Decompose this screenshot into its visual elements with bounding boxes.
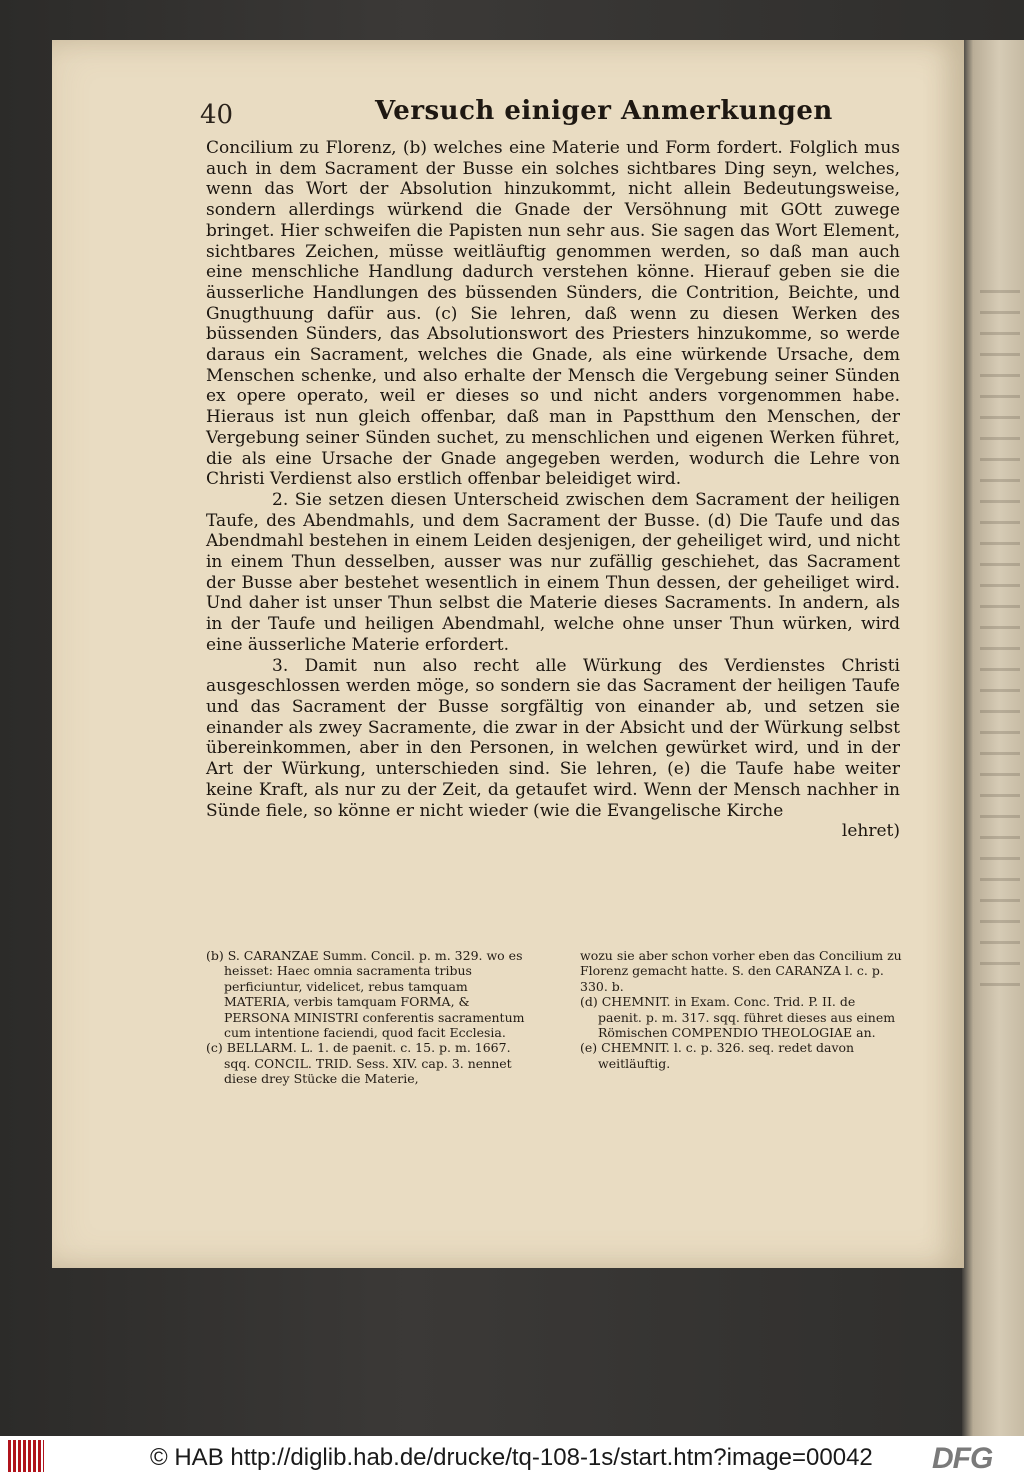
adjacent-page-edge [962, 40, 1024, 1436]
footnotes-right-column [580, 948, 902, 1071]
page-number: 40 [200, 100, 234, 130]
footnote-b: (b) S. CARANZAE Summ. Concil. p. m. 329. wo es heisset: Haec omnia sacramenta tribus perficiuntur, videlicet, rebus tamquam MATERIA, verbis tamquam FORMA, & PERSONA MINISTRI conferentis sacramentum cum intentione faciendi, quod facit Ecclesia. [206, 948, 525, 1041]
footnote-c-continued: wozu sie aber schon vorher eben das Concilium zu Florenz gemacht hatte. S. den CARANZA l. c. p. 330. b. [580, 948, 902, 994]
paragraph-3-end: lehret) [841, 821, 900, 842]
footnote-d: (d) CHEMNIT. in Exam. Conc. Trid. P. II. de paenit. p. m. 317. sqq. führet dieses aus einem Römischen COMPENDIO THEOLOGIAE an. [580, 994, 896, 1041]
dfg-logo: DFG [932, 1442, 993, 1475]
footnotes-left-column [206, 948, 528, 1087]
footnote-e: (e) CHEMNIT. l. c. p. 326. seq. redet davon weitläuftig. [580, 1040, 855, 1071]
paragraph-1: Concilium zu Florenz, (b) welches eine Materie und Form fordert. Folglich mus auch in dem Sacrament der Busse ein solches sichtbares Ding seyn, welches, wenn das Wort der Absolution hinzukommt, nicht allein Bedeutungsweise, sondern allerdings würkend die Gnade der Versöhnung mit GOtt zuwege bringet. Hier schweifen die Papisten nun sehr aus. Sie sagen das Wort Element, sichtbares Zeichen, müsse weitläuftig genommen werden, so daß man auch eine menschliche Handlung dadurch verstehen könne. Hierauf geben sie die äusserliche Handlungen des büssenden Sünders, die Contrition, Beichte, und Gnugthuung dafür aus. (c) Sie lehren, daß wenn zu diesen Werken des büssenden Sünders, das Absolutionswort des Priesters hinzukomme, so werde daraus ein Sacrament, welches die Gnade, als eine würkende Ursache, dem Menschen schenke, und also erhalte der Mensch die Vergebung seiner Sünden ex opere operato, weil er dieses so und nicht anders vorgenommen habe. Hieraus ist nun gleich offenbar, daß man in Papstthum den Menschen, der Vergebung seiner Sünden suchet, zu menschlichen und eigenen Werken führet, die als eine Ursache der Gnade angegeben werden, wodurch die Lehre von Christi Verdienst also erstlich offenbar beleidiget wird. [206, 138, 900, 490]
page-header [200, 92, 900, 132]
paragraph-3: 3. Damit nun also recht alle Würkung des Verdienstes Christi ausgeschlossen werden möge, so sondern sie das Sacrament der heiligen Taufe und das Sacrament der Busse sorgfältig von einander ab, und setzen sie einander als zwey Sacramente, die zwar in der Absicht und der Würkung selbst übereinkommen, aber in den Personen, in welchen gewürket wird, und in der Art der Würkung, unterschieden sind. Sie lehren, (e) die Taufe habe weiter keine Kraft, als nur zu der Zeit, da getaufet wird. Wenn der Mensch nachher in Sünde fiele, so könne er nicht wieder (wie die Evangelische Kirche [206, 655, 900, 821]
main-text [206, 138, 900, 842]
footer-credit-link[interactable]: © HAB http://diglib.hab.de/drucke/tq-108-1s/start.htm?image=00042 [150, 1444, 873, 1471]
hab-logo-icon [8, 1440, 44, 1472]
adjacent-page-text-strip [980, 290, 1020, 990]
paragraph-2: 2. Sie setzen diesen Unterscheid zwischen dem Sacrament der heiligen Taufe, des Abendmahls, und dem Sacrament der Busse. (d) Die Taufe und das Abendmahl bestehen in einem Leiden desjenigen, der geheiliget wird, und nicht in einem Thun desselben, ausser was nur zufällig geschiehet, das Sacrament der Busse aber bestehet wesentlich in einem Thun dessen, der geheiliget wird. Und daher ist unser Thun selbst die Materie dieses Sacraments. In andern, als in der Taufe und heiligen Abendmahl, welche ohne unser Thun würken, wird eine äusserliche Materie erfordert. [206, 489, 900, 655]
footnotes [206, 948, 900, 1108]
footnote-c: (c) BELLARM. L. 1. de paenit. c. 15. p. m. 1667. sqq. CONCIL. TRID. Sess. XIV. cap. 3. nennet diese drey Stücke die Materie, [206, 1040, 512, 1087]
running-title: Versuch einiger Anmerkungen [375, 96, 833, 126]
